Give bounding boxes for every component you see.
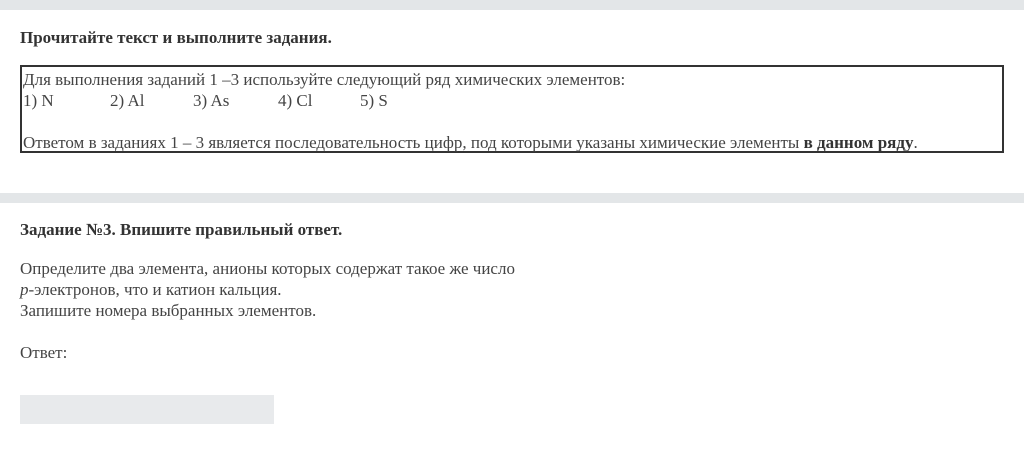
- info-line-1: Для выполнения заданий 1 –3 используйте следующий ряд химических элементов:: [23, 70, 626, 89]
- p-letter: p: [20, 280, 29, 299]
- top-separator: [0, 0, 1024, 10]
- info-line-3-period: .: [913, 133, 918, 152]
- section-separator: [0, 193, 1024, 203]
- answer-label: Ответ:: [20, 343, 68, 362]
- question-line-2-text: -электронов, что и катион кальция.: [28, 280, 282, 299]
- question-line-2: [20, 279, 515, 300]
- element-item: 4) Cl: [278, 91, 313, 110]
- element-list: [23, 90, 388, 111]
- info-line-3-bold: в данном ряду: [803, 133, 914, 152]
- question-line-3: Запишите номера выбранных элементов.: [20, 301, 317, 320]
- element-item: 2) Al: [110, 91, 145, 110]
- info-line-3-text: Ответом в заданиях 1 – 3 является последовательность цифр, под которыми указаны химические элементы: [23, 133, 804, 152]
- info-line-3: [23, 132, 918, 153]
- answer-input[interactable]: [20, 395, 274, 424]
- instructions-title: Прочитайте текст и выполните задания.: [20, 28, 332, 47]
- element-item: 3) As: [193, 91, 230, 110]
- info-box: [20, 65, 1004, 153]
- element-item: 5) S: [360, 91, 388, 110]
- task-question: [20, 258, 515, 321]
- element-item: 1) N: [23, 91, 54, 110]
- task-title: Задание №3. Впишите правильный ответ.: [20, 220, 343, 239]
- question-line-1: Определите два элемента, анионы которых содержат такое же число: [20, 259, 515, 278]
